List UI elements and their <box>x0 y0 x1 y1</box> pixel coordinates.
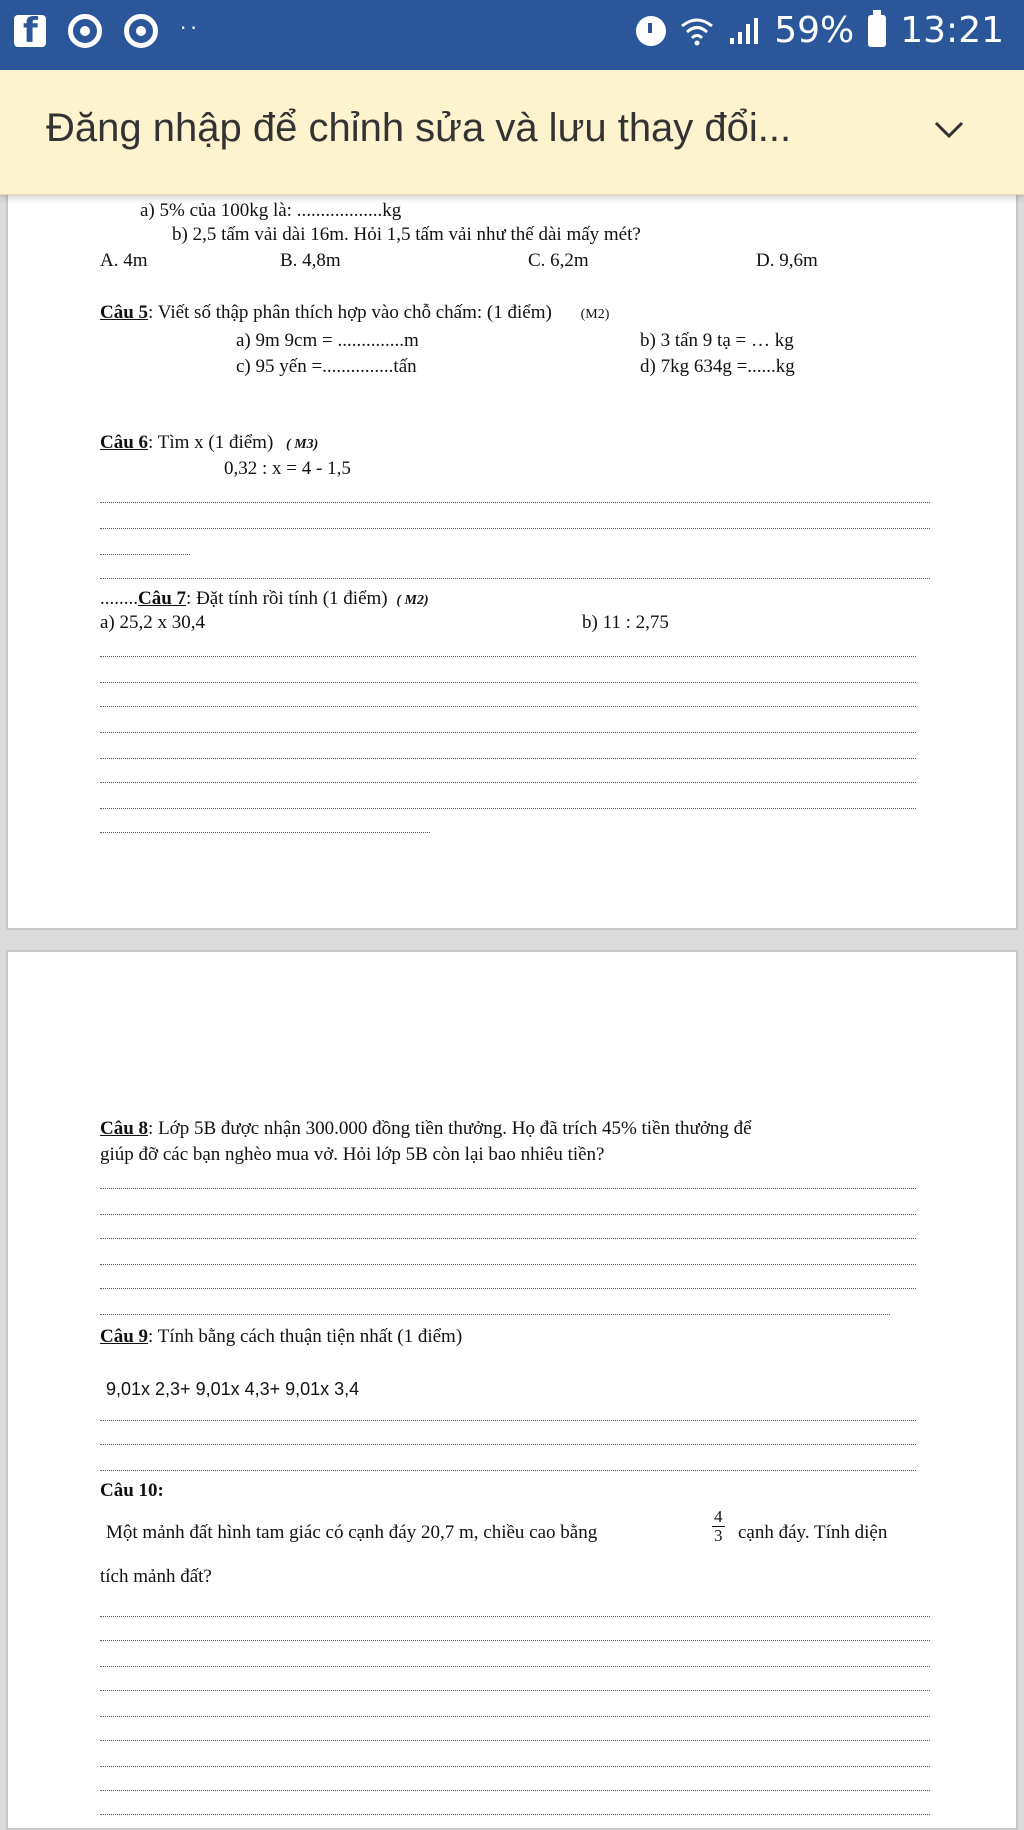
q8-line-2: giúp đỡ các bạn nghèo mua vở. Hỏi lớp 5B còn lại bao nhiêu tiền? <box>100 1144 605 1165</box>
banner-text: Đăng nhập để chỉnh sửa và lưu thay đổi... <box>46 106 792 150</box>
q4-option-c: C. 6,2m <box>528 250 589 271</box>
q6-text: : Tìm x (1 điểm) <box>148 432 274 453</box>
alarm-icon <box>636 16 666 46</box>
q6-expression: 0,32 : x = 4 - 1,5 <box>224 458 351 479</box>
answer-line <box>100 1640 930 1641</box>
battery-icon <box>868 15 886 47</box>
chevron-down-icon[interactable] <box>930 110 968 148</box>
answer-line <box>100 1716 930 1717</box>
answer-line <box>100 1314 890 1315</box>
answer-line <box>100 502 930 503</box>
answer-line <box>100 1666 930 1667</box>
answer-line <box>100 1740 930 1741</box>
q7-heading <box>100 588 429 612</box>
q8-line-1 <box>100 1118 752 1140</box>
q8-text: : Lớp 5B được nhận 300.000 đồng tiền thưởng. Họ đã trích 45% tiền thưởng để <box>148 1118 752 1139</box>
answer-line <box>100 1814 930 1815</box>
fraction-denominator: 3 <box>714 1526 723 1545</box>
answer-line <box>100 528 930 529</box>
answer-line <box>100 554 190 555</box>
sign-in-banner[interactable] <box>0 70 1024 195</box>
answer-line <box>100 758 916 759</box>
battery-percent: 59% <box>774 10 855 51</box>
q4-option-b: B. 4,8m <box>280 250 341 271</box>
q5-heading <box>100 302 609 326</box>
q4-option-a: A. 4m <box>100 250 148 271</box>
answer-line <box>100 706 916 707</box>
answer-line <box>100 1690 930 1691</box>
status-bar <box>0 0 1024 70</box>
answer-line <box>100 1790 930 1791</box>
q10-line-1b: cạnh đáy. Tính diện <box>738 1522 888 1543</box>
answer-line <box>100 1238 916 1239</box>
answer-line <box>100 782 916 783</box>
q7-b: b) 11 : 2,75 <box>582 612 669 633</box>
q7-a: a) 25,2 x 30,4 <box>100 612 206 633</box>
q8-label: Câu 8 <box>100 1118 149 1139</box>
q5-b: b) 3 tấn 9 tạ = … kg <box>640 330 794 351</box>
facebook-icon <box>14 15 46 47</box>
q5-level: (M2) <box>580 307 610 322</box>
fraction-four-thirds <box>712 1508 725 1545</box>
q9-heading <box>100 1326 462 1348</box>
q5-label: Câu 5 <box>100 302 149 323</box>
answer-line <box>100 1616 930 1617</box>
document-page-1 <box>6 150 1018 930</box>
answer-line <box>100 1264 916 1265</box>
q5-d: d) 7kg 634g =......kg <box>640 356 795 377</box>
q5-c: c) 95 yến =...............tấn <box>236 356 417 377</box>
fraction-numerator: 4 <box>714 1507 723 1526</box>
answer-line <box>100 1444 916 1445</box>
q6-label: Câu 6 <box>100 432 149 453</box>
q5-text: : Viết số thập phân thích hợp vào chỗ chấm: (1 điểm) <box>148 302 552 323</box>
q7-prefix: ........ <box>100 588 138 609</box>
q4-part-b: b) 2,5 tấm vải dài 16m. Hỏi 1,5 tấm vải như thế dài mấy mét? <box>172 224 641 245</box>
q4-option-d: D. 9,6m <box>756 250 818 271</box>
answer-line <box>100 1420 916 1421</box>
answer-line <box>100 832 430 833</box>
q7-level: ( M2) <box>396 593 429 608</box>
q9-expression: 9,01x 2,3+ 9,01x 4,3+ 9,01x 3,4 <box>106 1379 360 1399</box>
q10-line-1a: Một mảnh đất hình tam giác có cạnh đáy 20,7 m, chiều cao bằng <box>106 1522 598 1543</box>
q4-part-a: a) 5% của 100kg là: ..................kg <box>140 200 402 221</box>
wifi-icon <box>680 16 714 46</box>
q9-text: : Tính bằng cách thuận tiện nhất (1 điểm) <box>148 1326 463 1347</box>
more-notifications-icon: ·· <box>180 16 201 40</box>
answer-line <box>100 1214 916 1215</box>
q10-line-2: tích mảnh đất? <box>100 1566 212 1587</box>
q7-text: : Đặt tính rồi tính (1 điểm) <box>186 588 388 609</box>
chrome-icon-2 <box>124 14 158 48</box>
answer-line <box>100 1288 916 1289</box>
q7-label: Câu 7 <box>138 588 187 609</box>
q6-heading <box>100 432 318 456</box>
answer-line <box>100 808 916 809</box>
answer-line <box>100 578 930 579</box>
answer-line <box>100 1470 916 1471</box>
answer-line <box>100 732 916 733</box>
signal-icon <box>728 16 760 46</box>
answer-line <box>100 1188 916 1189</box>
document-page-2 <box>6 950 1018 1830</box>
answer-line <box>100 656 916 657</box>
clock: 13:21 <box>900 10 1004 51</box>
q10-label: Câu 10: <box>100 1480 164 1501</box>
chrome-icon <box>68 14 102 48</box>
answer-line <box>100 682 916 683</box>
q9-label: Câu 9 <box>100 1326 149 1347</box>
q6-level: ( M3) <box>286 437 319 452</box>
answer-line <box>100 1766 930 1767</box>
q5-a: a) 9m 9cm = ..............m <box>236 330 419 351</box>
